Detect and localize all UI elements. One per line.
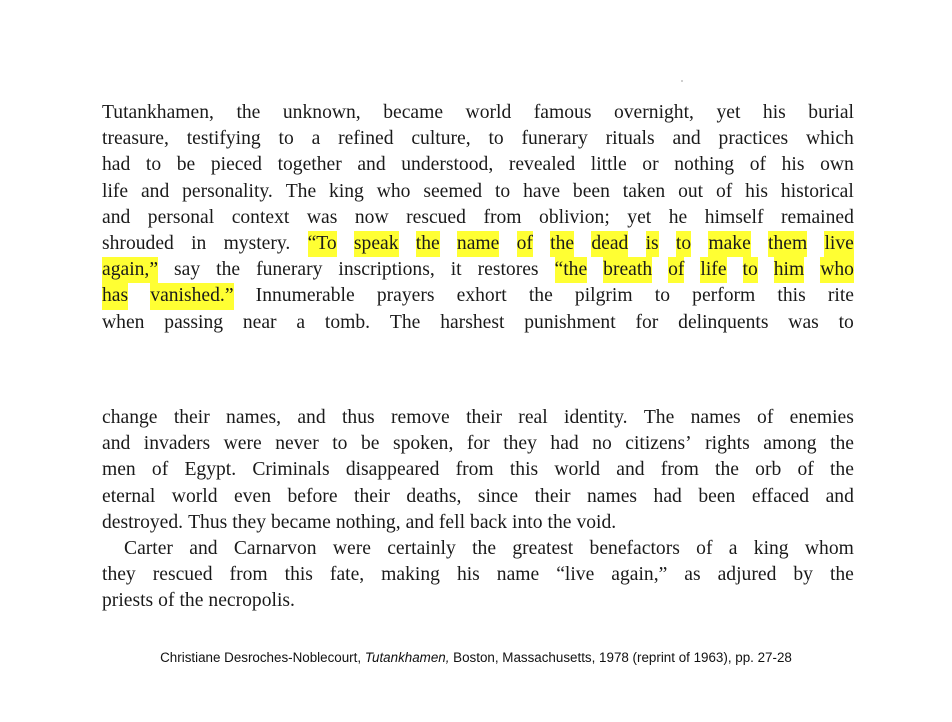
- word: into: [512, 511, 543, 533]
- word: punishment: [524, 311, 616, 333]
- text-line: [102, 562, 854, 588]
- word: rescued: [406, 206, 466, 228]
- word: orb: [755, 459, 782, 481]
- text-line: [102, 405, 854, 431]
- word: from: [483, 206, 522, 228]
- word: of: [158, 590, 175, 612]
- highlighted-word: who: [820, 257, 854, 283]
- word: names: [690, 407, 741, 428]
- passage-bottom: [102, 405, 854, 615]
- word: say: [174, 259, 201, 281]
- word: a: [311, 128, 321, 150]
- word: rituals: [605, 128, 655, 150]
- word: famous: [533, 102, 592, 123]
- word: Carter: [124, 537, 173, 559]
- word: out: [678, 180, 704, 202]
- word: shrouded: [102, 232, 174, 254]
- word: the: [179, 590, 204, 612]
- word: was: [306, 206, 338, 228]
- word: the: [715, 459, 739, 481]
- word: Innumerable: [255, 285, 355, 307]
- word: practices: [718, 128, 789, 150]
- word: burial: [808, 102, 854, 123]
- word: before: [287, 485, 338, 507]
- word: been: [698, 485, 736, 507]
- word: testifying: [186, 128, 261, 150]
- word: to: [332, 433, 348, 455]
- word: they: [232, 511, 266, 533]
- word: culture,: [411, 128, 471, 150]
- word: perform: [692, 285, 756, 307]
- word: the: [830, 433, 854, 455]
- word: or: [642, 154, 659, 176]
- highlighted-word: life: [700, 257, 726, 283]
- word: it: [450, 259, 462, 281]
- highlighted-word: speak: [354, 231, 399, 257]
- word: no: [592, 433, 612, 455]
- word: and: [616, 459, 645, 481]
- word: by: [793, 564, 813, 586]
- word: pieced: [210, 154, 262, 176]
- text-line: [102, 205, 854, 231]
- word: fate,: [329, 564, 365, 586]
- citation-author: Christiane Desroches-Noblecourt,: [160, 650, 362, 665]
- word: making: [381, 564, 440, 586]
- word: adjured: [717, 564, 777, 586]
- word: benefactors: [589, 537, 680, 559]
- word: a: [728, 537, 738, 559]
- word: Tutankhamen,: [102, 102, 214, 123]
- word: enemies: [789, 407, 854, 428]
- word: their: [466, 407, 502, 428]
- word: had: [550, 433, 579, 455]
- highlighted-word: him: [774, 257, 804, 283]
- word: passing: [164, 311, 224, 333]
- word: their: [354, 485, 390, 507]
- word: personality.: [182, 180, 273, 202]
- text-line: [102, 257, 854, 283]
- word: king: [753, 537, 789, 559]
- word: mystery.: [223, 232, 291, 254]
- word: destroyed.: [102, 511, 184, 533]
- word: and: [102, 433, 131, 455]
- word: to: [838, 311, 854, 333]
- word: fell: [438, 511, 466, 533]
- highlighted-word: again,”: [102, 257, 158, 283]
- highlighted-word: make: [708, 231, 750, 257]
- word: harshest: [440, 311, 505, 333]
- word: king: [329, 180, 364, 202]
- word: back: [470, 511, 508, 533]
- word: yet: [716, 102, 741, 123]
- word: the: [528, 285, 553, 307]
- word: became: [383, 102, 444, 123]
- word: funerary: [256, 259, 323, 281]
- word: citizens’: [625, 433, 692, 455]
- word: the: [829, 459, 854, 481]
- highlighted-word: is: [646, 231, 659, 257]
- word: inscriptions,: [338, 259, 435, 281]
- word: they: [102, 564, 136, 586]
- word: of: [757, 407, 774, 428]
- word: disappeared: [345, 459, 440, 481]
- word: had: [102, 154, 131, 176]
- word: real: [518, 407, 548, 428]
- text-line: [102, 457, 854, 483]
- word: to: [488, 128, 504, 150]
- highlighted-word: “the: [555, 257, 588, 283]
- word: nothing,: [335, 511, 401, 533]
- word: from: [660, 459, 699, 481]
- word: understood,: [401, 154, 494, 176]
- word: historical: [780, 180, 854, 202]
- word: revealed: [508, 154, 576, 176]
- highlighted-word: them: [768, 231, 807, 257]
- highlighted-word: has: [102, 283, 128, 309]
- word: life: [102, 180, 129, 202]
- word: own: [820, 154, 854, 176]
- word: funerary: [521, 128, 588, 150]
- word: world: [554, 459, 601, 481]
- highlighted-word: live: [824, 231, 853, 257]
- word: never: [275, 433, 319, 455]
- word: “live: [556, 564, 595, 586]
- word: his: [456, 564, 480, 586]
- word: and: [405, 511, 434, 533]
- word: The: [285, 180, 317, 202]
- passage-top: [102, 100, 854, 336]
- word: they: [503, 433, 537, 455]
- text-line: [102, 283, 854, 309]
- word: when: [102, 311, 145, 333]
- word: were: [332, 537, 371, 559]
- highlighted-word: breath: [603, 257, 652, 283]
- word: this: [509, 459, 539, 481]
- word: The: [389, 311, 421, 333]
- word: prayers: [376, 285, 435, 307]
- highlighted-word: “To: [308, 231, 337, 257]
- word: oblivion;: [539, 206, 610, 228]
- word: who: [376, 180, 411, 202]
- text-line: [102, 126, 854, 152]
- word: among: [763, 433, 817, 455]
- word: a: [296, 311, 306, 333]
- word: seemed: [423, 180, 483, 202]
- text-line: [102, 152, 854, 178]
- word: to: [278, 128, 294, 150]
- word: he: [668, 206, 688, 228]
- word: yet: [627, 206, 652, 228]
- highlighted-word: to: [743, 257, 758, 283]
- word: for: [635, 311, 659, 333]
- word: world: [465, 102, 512, 123]
- word: of: [749, 154, 767, 176]
- word: necropolis.: [208, 590, 295, 612]
- word: spoken,: [392, 433, 454, 455]
- word: himself: [704, 206, 764, 228]
- text-line: [102, 100, 854, 126]
- highlighted-word: to: [676, 231, 691, 257]
- word: his: [745, 180, 769, 202]
- word: change: [102, 407, 158, 428]
- word: treasure,: [102, 128, 169, 150]
- highlighted-word: name: [457, 231, 499, 257]
- word: his: [781, 154, 805, 176]
- word: restores: [477, 259, 539, 281]
- text-line: [102, 536, 854, 562]
- word: in: [191, 232, 207, 254]
- word: this: [284, 564, 313, 586]
- word: his: [762, 102, 786, 123]
- word: their: [534, 485, 571, 507]
- word: context: [231, 206, 290, 228]
- word: again,”: [611, 564, 668, 586]
- citation-details: Boston, Massachusetts, 1978 (reprint of 1963), pp. 27-28: [453, 650, 792, 665]
- highlighted-word: of: [668, 257, 684, 283]
- word: and: [189, 537, 218, 559]
- word: was: [788, 311, 819, 333]
- word: Criminals: [252, 459, 330, 481]
- word: priests: [102, 590, 154, 612]
- text-line: [102, 588, 854, 614]
- closing-quote: ”: [149, 259, 159, 281]
- word: rights: [705, 433, 750, 455]
- word: eternal: [102, 485, 156, 507]
- word: The: [643, 407, 675, 428]
- word: the: [472, 537, 497, 559]
- word: personal: [147, 206, 215, 228]
- citation: [0, 650, 952, 665]
- word: names,: [226, 407, 282, 428]
- highlighted-word: of: [517, 231, 533, 257]
- word: of: [715, 180, 733, 202]
- word: identity.: [564, 407, 628, 428]
- word: of: [696, 537, 713, 559]
- word: certainly: [387, 537, 456, 559]
- word: remove: [390, 407, 450, 428]
- word: this: [777, 285, 806, 307]
- word: from: [455, 459, 494, 481]
- word: nothing: [674, 154, 735, 176]
- word: names: [587, 485, 638, 507]
- word: Carnarvon: [233, 537, 317, 559]
- word: even: [234, 485, 271, 507]
- word: the: [547, 511, 572, 533]
- text-line: [102, 510, 854, 536]
- word: remained: [781, 206, 854, 228]
- text-line: [102, 484, 854, 510]
- word: to: [145, 154, 162, 176]
- text-line: [102, 431, 854, 457]
- word: Thus: [188, 511, 228, 533]
- word: exhort: [456, 285, 507, 307]
- word: be: [176, 154, 196, 176]
- word: name: [496, 564, 540, 586]
- word: been: [572, 180, 610, 202]
- word: rescued: [152, 564, 213, 586]
- word: the: [829, 564, 854, 586]
- word: effaced: [751, 485, 810, 507]
- word: thus: [341, 407, 375, 428]
- word: and: [140, 180, 170, 202]
- word: void.: [576, 511, 617, 533]
- word: from: [229, 564, 268, 586]
- word: the: [236, 102, 261, 123]
- word: and: [357, 154, 386, 176]
- word: tomb.: [324, 311, 371, 333]
- word: taken: [622, 180, 666, 202]
- word: to: [654, 285, 671, 307]
- word: refined: [338, 128, 394, 150]
- word: their: [173, 407, 210, 428]
- word: for: [466, 433, 490, 455]
- text-line: [102, 231, 854, 257]
- word: men: [102, 459, 136, 481]
- word: world: [171, 485, 218, 507]
- highlighted-word: the: [550, 231, 574, 257]
- word: together: [277, 154, 342, 176]
- word: of: [797, 459, 814, 481]
- word: little: [590, 154, 627, 176]
- word: became: [271, 511, 331, 533]
- closing-quote: ”: [224, 285, 234, 307]
- text-line: [102, 179, 854, 205]
- word: rite: [827, 285, 854, 307]
- highlighted-word: the: [416, 231, 440, 257]
- word: as: [684, 564, 701, 586]
- word: whom: [804, 537, 854, 559]
- word: now: [354, 206, 389, 228]
- word: since: [477, 485, 519, 507]
- word: and: [102, 206, 131, 228]
- word: Egypt.: [184, 459, 237, 481]
- citation-title: Tutankhamen,: [364, 650, 450, 665]
- word: have: [523, 180, 561, 202]
- word: and: [672, 128, 701, 150]
- word: to: [494, 180, 511, 202]
- word: were: [223, 433, 262, 455]
- word: greatest: [512, 537, 574, 559]
- scan-speck: [681, 80, 683, 82]
- word: and: [297, 407, 326, 428]
- highlighted-word: dead: [591, 231, 628, 257]
- highlighted-word: vanished.”: [150, 283, 233, 309]
- word: which: [805, 128, 854, 150]
- word: delinquents: [678, 311, 769, 333]
- word: invaders: [143, 433, 211, 455]
- word: overnight,: [613, 102, 694, 123]
- word: pilgrim: [574, 285, 633, 307]
- word: the: [216, 259, 241, 281]
- word: near: [242, 311, 277, 333]
- word: be: [360, 433, 380, 455]
- word: deaths,: [406, 485, 462, 507]
- text-line: [102, 310, 854, 336]
- word: unknown,: [282, 102, 361, 123]
- word: and: [825, 485, 854, 507]
- word: had: [653, 485, 682, 507]
- word: of: [151, 459, 169, 481]
